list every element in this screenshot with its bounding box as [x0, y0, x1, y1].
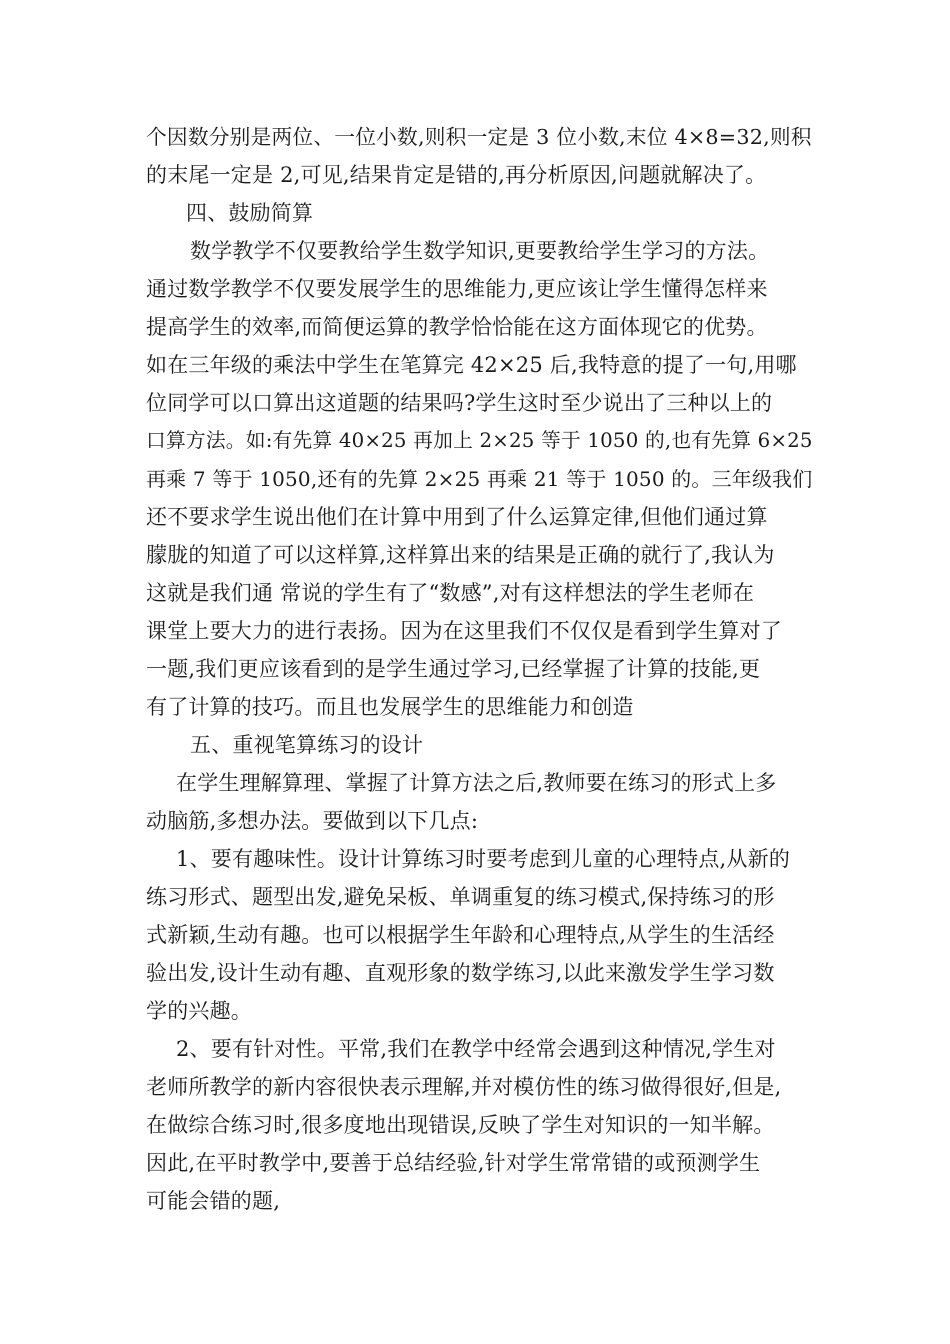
text-line: 一题,我们更应该看到的是学生通过学习,已经掌握了计算的技能,更 — [146, 657, 761, 681]
text-line: 通过数学教学不仅要发展学生的思维能力,更应该让学生懂得怎样来 — [146, 277, 768, 301]
text-line: 老师所教学的新内容很快表示理解,并对模仿性的练习做得很好,但是, — [146, 1075, 782, 1099]
text-line: 式新颖,生动有趣。也可以根据学生年龄和心理特点,从学生的生活经 — [146, 923, 775, 947]
text-line: 在做综合练习时,很多度地出现错误,反映了学生对知识的一知半解。 — [146, 1113, 775, 1137]
text-line: 有了计算的技巧。而且也发展学生的思维能力和创造 — [146, 695, 634, 719]
text-line: 2、要有针对性。平常,我们在教学中经常会遇到这种情况,学生对 — [176, 1037, 776, 1061]
text-line: 因此,在平时教学中,要善于总结经验,针对学生常常错的或预测学生 — [146, 1151, 761, 1175]
text-line: 如在三年级的乘法中学生在笔算完 42×25 后,我特意的提了一句,用哪 — [146, 353, 797, 377]
text-line: 这就是我们通 常说的学生有了“数感”,对有这样想法的学生老师在 — [146, 581, 755, 605]
text-line: 数学教学不仅要教给学生数学知识,更要教给学生学习的方法。 — [190, 239, 770, 263]
text-line: 还不要求学生说出他们在计算中用到了什么运算定律,但他们通过算 — [146, 505, 768, 529]
text-line: 朦胧的知道了可以这样算,这样算出来的结果是正确的就行了,我认为 — [146, 543, 775, 567]
section-heading: 五、重视笔算练习的设计 — [190, 733, 424, 757]
text-line: 动脑筋,多想办法。要做到以下几点: — [146, 809, 479, 833]
section-heading: 四、鼓励简算 — [186, 201, 314, 225]
text-line: 位同学可以口算出这道题的结果吗?学生这时至少说出了三种以上的 — [146, 391, 773, 415]
text-line: 再乘 7 等于 1050,还有的先算 2×25 再乘 21 等于 1050 的。三年级我们 — [146, 467, 813, 491]
text-line: 的末尾一定是 2,可见,结果肯定是错的,再分析原因,问题就解决了。 — [146, 163, 767, 187]
text-line: 在学生理解算理、掌握了计算方法之后,教师要在练习的形式上多 — [176, 771, 777, 795]
text-line: 学的兴趣。 — [146, 999, 252, 1023]
text-line: 个因数分别是两位、一位小数,则积一定是 3 位小数,末位 4×8=32,则积 — [146, 125, 812, 149]
text-line: 1、要有趣味性。设计计算练习时要考虑到儿童的心理特点,从新的 — [176, 847, 791, 871]
text-line: 课堂上要大力的进行表扬。因为在这里我们不仅仅是看到学生算对了 — [146, 619, 782, 643]
text-line: 提高学生的效率,而简便运算的教学恰恰能在这方面体现它的优势。 — [146, 315, 768, 339]
text-line: 口算方法。如:有先算 40×25 再加上 2×25 等于 1050 的,也有先算 6×25 — [146, 429, 813, 452]
text-line: 可能会错的题, — [146, 1189, 281, 1213]
text-line: 验出发,设计生动有趣、直观形象的数学练习,以此来激发学生学习数 — [146, 961, 775, 985]
text-line: 练习形式、题型出发,避免呆板、单调重复的练习模式,保持练习的形 — [146, 885, 775, 909]
